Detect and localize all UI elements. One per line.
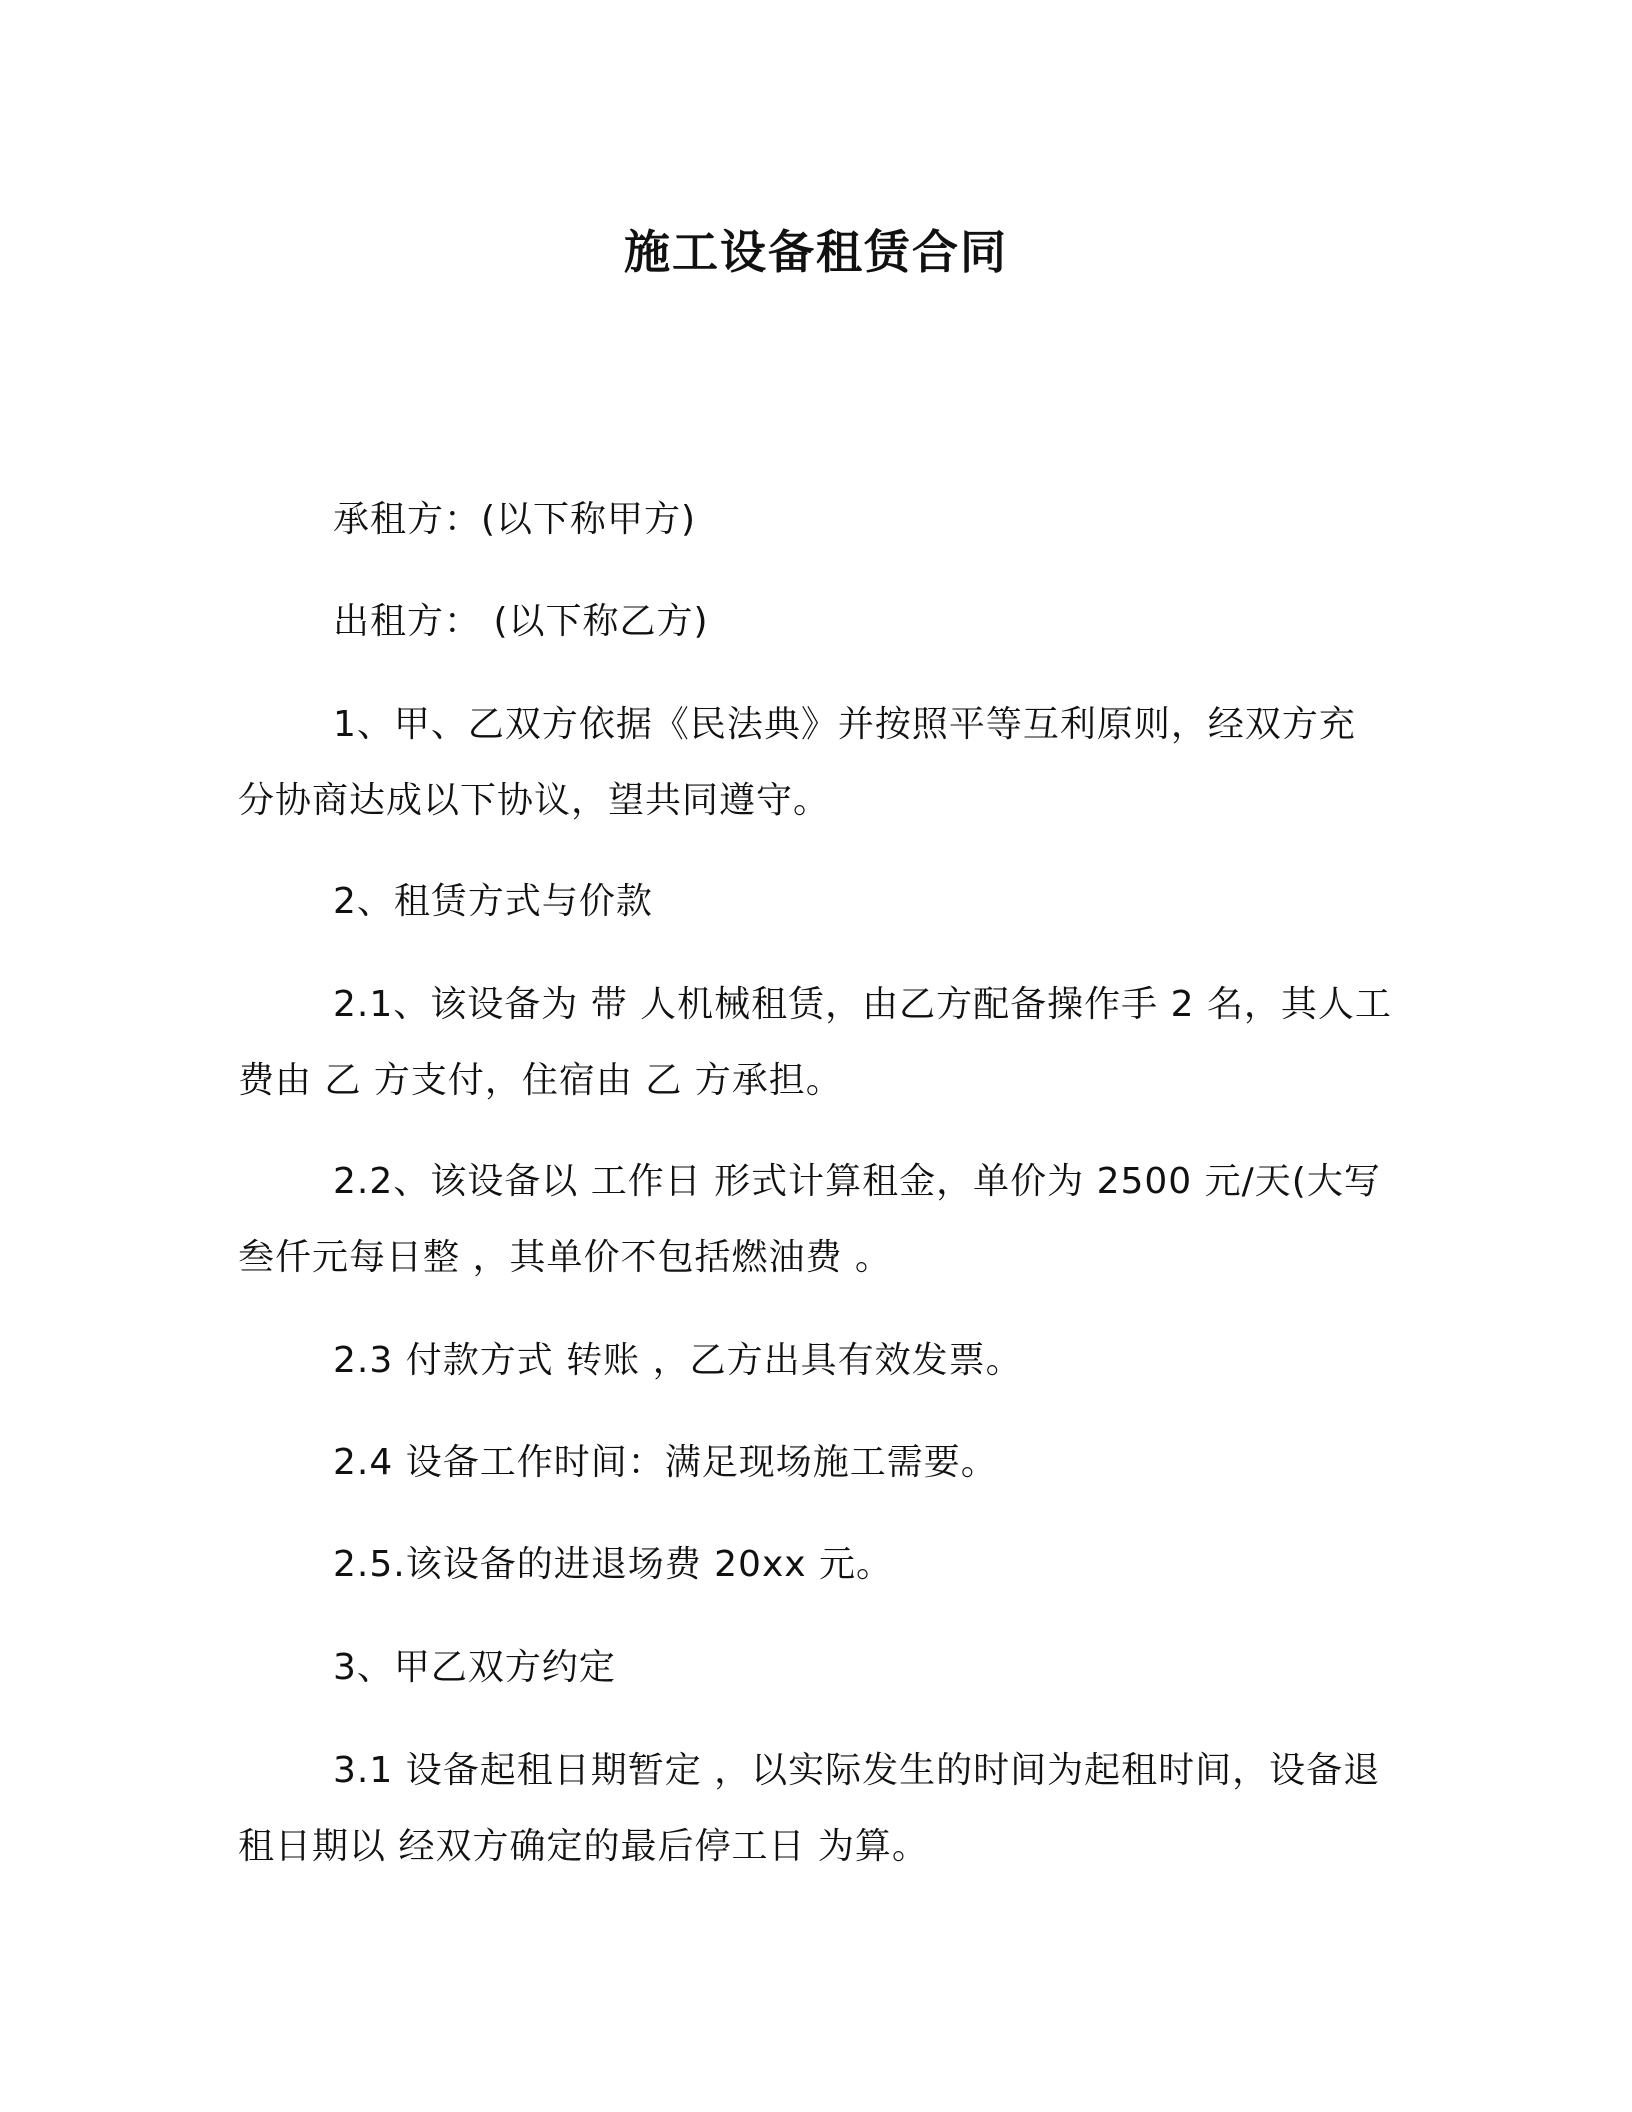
clause-2-2-line-1: 2.2、该设备以 工作日 形式计算租金，单价为 2500 元/天(大写	[333, 1161, 1381, 1202]
clause-2-5: 2.5.该设备的进退场费 20xx 元。	[333, 1544, 894, 1585]
document-title: 施工设备租赁合同	[624, 225, 1008, 279]
clause-2-1-line-1: 2.1、该设备为 带 人机械租赁，由乙方配备操作手 2 名，其人工	[333, 984, 1392, 1025]
section-3-heading: 3、甲乙双方约定	[333, 1647, 616, 1688]
clause-2-2-line-2: 叁仟元每日整 ，其单价不包括燃油费 。	[238, 1237, 892, 1278]
clause-3-1-line-2: 租日期以 经双方确定的最后停工日 为算。	[238, 1826, 929, 1867]
lessor-line: 出租方： (以下称乙方)	[333, 601, 709, 642]
clause-3-1-line-1: 3.1 设备起租日期暂定 ，以实际发生的时间为起租时间，设备退	[333, 1750, 1381, 1791]
clause-1-line-1: 1、甲、乙双方依据《民法典》并按照平等互利原则，经双方充	[333, 704, 1356, 745]
clause-1-line-2: 分协商达成以下协议，望共同遵守。	[238, 780, 831, 821]
clause-2-4: 2.4 设备工作时间：满足现场施工需要。	[333, 1442, 998, 1483]
section-2-heading: 2、租赁方式与价款	[333, 881, 653, 922]
clause-2-1-line-2: 费由 乙 方支付，住宿由 乙 方承担。	[238, 1060, 843, 1101]
lessee-line: 承租方：(以下称甲方)	[333, 499, 697, 540]
clause-2-3: 2.3 付款方式 转账 ，乙方出具有效发票。	[333, 1340, 1023, 1381]
